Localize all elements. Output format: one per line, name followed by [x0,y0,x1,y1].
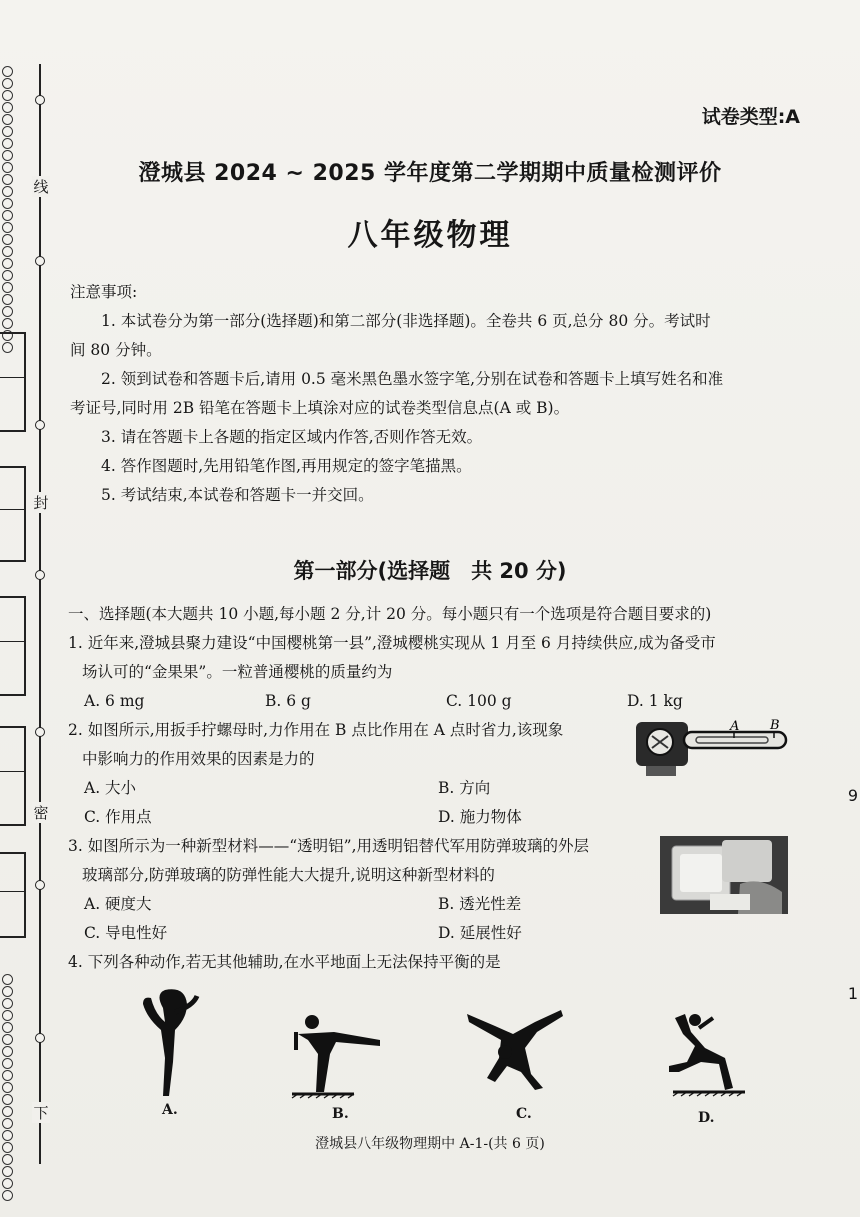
question-stem: 场认可的“金果果”。一粒普通樱桃的质量约为 [82,663,393,681]
notice-heading: 注意事项: [70,283,138,301]
question-list [68,600,808,977]
option-d: D. 施力物体 [438,808,522,826]
figure-d-label: D. [698,1110,715,1126]
edge-mark: 1 [847,984,858,1003]
exam-type: 试卷类型:A [701,106,800,128]
option-c: C. 100 g [446,692,512,710]
figure-b-one-leg [290,1010,390,1100]
binding-circle [35,1033,45,1043]
binding-circle [35,880,45,890]
binding-char-seal: 封 [33,494,49,512]
notice-item: 间 80 分钟。 [70,341,162,359]
question-stem: 3. 如图所示为一种新型材料——“透明铝”,用透明铝替代军用防弹玻璃的外层 [68,837,589,855]
binding-char-line: 线 [33,178,49,196]
binding-circle [35,727,45,737]
question-stem: 2. 如图所示,用扳手拧螺母时,力作用在 B 点比作用在 A 点时省力,该现象 [68,721,564,739]
section-heading: 一、选择题(本大题共 10 小题,每小题 2 分,计 20 分。每小题只有一个选项是符合题目要求的) [68,605,712,623]
binding-circle [35,420,45,430]
question-stem: 1. 近年来,澄城县聚力建设“中国樱桃第一县”,澄城樱桃实现从 1 月至 6 月持续供应,成为备受市 [68,634,716,652]
question-stem: 中影响力的作用效果的因素是力的 [82,750,315,768]
question-options [68,774,808,803]
figure-a-label: A. [162,1102,178,1118]
point-a-label: A [730,719,740,734]
notice-item: 2. 领到试卷和答题卡后,请用 0.5 毫米黑色墨水签字笔,分别在试卷和答题卡上填写姓名和准 [101,370,724,388]
option-b: B. 透光性差 [438,895,522,913]
figure-d-lunge [665,1010,755,1100]
notice-item: 3. 请在答题卡上各题的指定区域内作答,否则作答无效。 [101,428,483,446]
balance-figures [100,980,800,1130]
figure-c-cartwheel [465,1004,565,1094]
info-box [0,332,26,432]
wrench-handle [684,732,786,748]
option-a: A. 硬度大 [84,895,152,913]
notice-item: 1. 本试卷分为第一部分(选择题)和第二部分(非选择题)。全卷共 6 页,总分 80 分。考试时 [101,312,711,330]
part-title: 第一部分(选择题 共 20 分) [293,559,567,583]
notice-item: 考证号,同时用 2B 铅笔在答题卡上填涂对应的试卷类型信息点(A 或 B)。 [70,399,570,417]
info-box [0,596,26,696]
info-box [0,466,26,562]
point-b-label: B [770,718,780,733]
binding-circle [35,95,45,105]
option-d: D. 1 kg [627,692,683,710]
question-stem: 4. 下列各种动作,若无其他辅助,在水平地面上无法保持平衡的是 [68,953,501,971]
question-options [68,687,808,716]
option-c: C. 导电性好 [84,924,168,942]
notice-section [70,278,805,510]
wrench-figure [634,716,790,778]
subject-title: 八年级物理 [347,218,513,253]
option-a: A. 大小 [84,779,137,797]
punch-holes-bottom [2,974,16,1201]
info-box [0,852,26,938]
option-a: A. 6 mg [84,692,145,710]
question-options [68,919,808,948]
binding-char-secret: 密 [33,804,49,822]
main-title: 澄城县 2024 ~ 2025 学年度第二学期期中质量检测评价 [138,161,722,186]
option-b: B. 6 g [265,692,311,710]
figure-a-dancer [125,988,205,1100]
option-c: C. 作用点 [84,808,152,826]
question-options [68,803,808,832]
option-b: B. 方向 [438,779,491,797]
binding-char-bottom: 下 [33,1104,49,1122]
info-box [0,726,26,826]
page-footer: 澄城县八年级物理期中 A-1-(共 6 页) [315,1136,545,1152]
question-stem: 玻璃部分,防弹玻璃的防弹性能大大提升,说明这种新型材料的 [82,866,495,884]
option-d: D. 延展性好 [438,924,522,942]
notice-item: 5. 考试结束,本试卷和答题卡一并交回。 [101,486,374,504]
notice-item: 4. 答作图题时,先用铅笔作图,再用规定的签字笔描黑。 [101,457,472,475]
figure-b-label: B. [332,1106,349,1122]
binding-circle [35,256,45,266]
transparent-aluminum-photo [660,836,788,914]
figure-c-label: C. [516,1106,532,1122]
edge-mark: 9 [847,786,858,805]
